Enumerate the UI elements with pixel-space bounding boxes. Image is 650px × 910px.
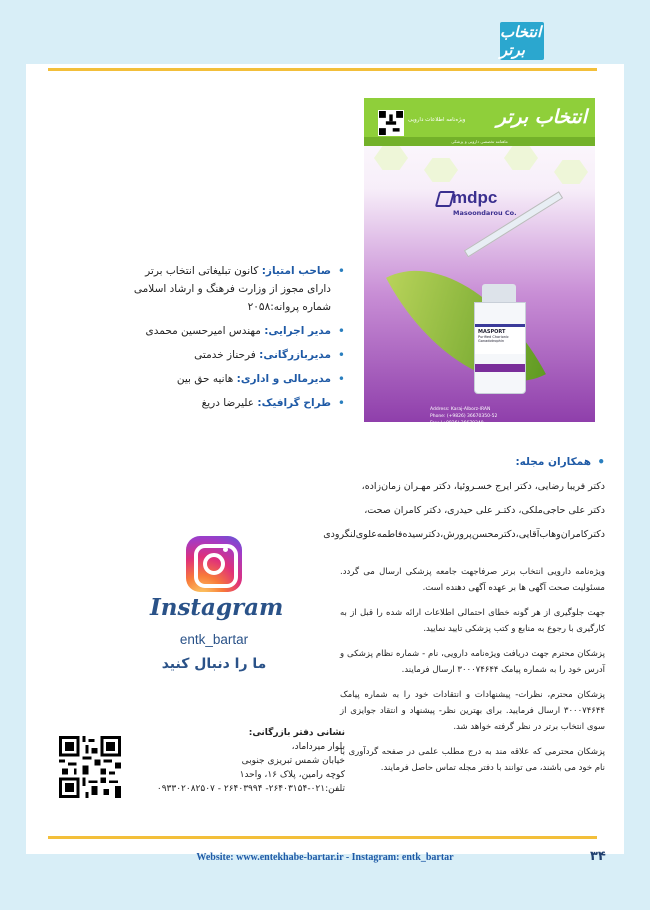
credit-value: مهندس امیرحسین محمدی [145, 325, 261, 337]
ad-brand: mdpc [452, 188, 498, 207]
credit-value: فرحناز خدمتی [194, 349, 256, 361]
follow-us-text: ما را دنبال کنید [161, 656, 267, 672]
ad-masthead [364, 98, 595, 146]
instagram-icon-dot [223, 547, 228, 552]
address-line: بلوار میرداماد، [291, 742, 345, 752]
instagram-wordmark: Instagram [150, 594, 284, 621]
collaborators-line: دکترکامران‌وهاب‌آقایی،دکترمحسن‌پرورش،دکترسیده‌فاطمه‌علوی‌لنگرودی [323, 529, 605, 540]
credit-item-owner [120, 262, 345, 316]
credit-label: طراح گرافیک: [257, 397, 331, 409]
vial-band [475, 364, 525, 372]
ad-hexagon-decoration [374, 146, 408, 170]
notes-section [340, 564, 605, 785]
address-phone: تلفن:۰۲۱-۲۶۴۰۳۱۵۴- ۲۶۴۰۳۹۹۴ - ۰۹۳۳۰۲۰۸۲۵۰۷ [156, 784, 345, 794]
credit-item-executive [120, 322, 345, 340]
collaborators-heading: • همکاران مجله: [330, 456, 605, 468]
qr-code-icon [59, 736, 121, 798]
ad-hexagon-decoration [554, 160, 588, 184]
ad-phone: Phone: (+9826) 36670350-52 [430, 414, 498, 419]
ad-masthead-title: انتخاب برتر [496, 106, 587, 128]
ad-brand-sub: Masoondarou Co. [453, 209, 517, 217]
collaborators-line: دکتر علی حاجی‌ملکی، دکتـر علی حیدری، دکتر کامران صحت، [364, 505, 605, 516]
footer-website[interactable]: Website: www.entekhabe-bartar.ir - Instagram: entk_bartar [196, 852, 454, 863]
ad-hexagon-decoration [504, 146, 538, 170]
collaborators-line: دکتر فریبا رضایی، دکتر ایرج خسـروئیا، دکتر مهـران زمان‌زاده، [361, 481, 605, 492]
vial-product-line: Purified Chorionic Gonadotrophin [478, 335, 509, 343]
instagram-icon[interactable] [186, 536, 242, 592]
credits-list [120, 262, 345, 418]
credit-value: هانیه حق بین [176, 373, 234, 385]
note-paragraph: جهت جلوگیری از هر گونه خطای احتمالی اطلاعات ارائه شده را قبل از به کارگیری با رجوع به منابع و کتب پزشکی تایید نمایید. [340, 608, 605, 634]
magazine-logo: انتخاب برتر [500, 22, 544, 60]
credit-item-finance [120, 370, 345, 388]
page-number: ۳۴ [590, 849, 606, 864]
ad-hexagon-decoration [424, 158, 458, 182]
instagram-icon-lens [203, 553, 225, 575]
credit-label: صاحب امتیاز: [261, 265, 331, 277]
office-address [150, 726, 345, 796]
note-paragraph: ویژه‌نامه دارویی انتخاب برتر صرفاجهت جامعه پزشکی ارسال می گردد. مسئولیت صحت آگهی ها بر عهده آگهی دهنده است. [340, 567, 605, 593]
note-paragraph: پزشکان محترمی که علاقه مند به درج مطلب علمی در صفحه گردآوری با نام خود می باشند، می توانند با دفتر مجله تماس حاصل فرمایند. [340, 747, 605, 773]
ad-masthead-strip: ماهنامه تخصصی دارویی و پزشکی [364, 137, 595, 146]
address-label: نشانی دفتر بازرگانی: [248, 728, 345, 738]
credit-label: مدیر اجرایی: [264, 325, 331, 337]
vial-product-name: MASPORT [478, 329, 506, 335]
credit-item-designer [120, 394, 345, 412]
credit-item-commercial [120, 346, 345, 364]
note-paragraph: پزشکان محترم، نظرات- پیشنهادات و انتقادات خود را به شماره پیامک ۳۰۰۰۷۴۶۴۴ ارسال فرمایید. برای بهترین نظر- پیشنهاد و انتقاد جوایزی از سوی انتخاب برتر در نظر گرفته خواهد شد. [340, 690, 605, 732]
credit-value: کانون تبلیغاتی انتخاب برتر دارای مجوز از وزارت فرهنگ و ارشاد اسلامی شماره پروانه:۲۰۵۸ [133, 265, 331, 313]
bottom-divider [48, 836, 597, 839]
top-divider [48, 68, 597, 71]
ad-masthead-subtitle: ویژه‌نامه اطلاعات دارویی [408, 117, 466, 123]
ad-qr-code-icon [378, 110, 404, 136]
credit-value: علیرضا دریغ [201, 397, 255, 409]
vial-cap [482, 284, 516, 302]
vial-label [475, 324, 525, 354]
credit-label: مدیرمالی و اداری: [236, 373, 331, 385]
ad-email: Email: info@masoondarou.com [430, 435, 501, 440]
instagram-handle[interactable]: entk_bartar [179, 632, 249, 647]
ad-contact-block [430, 406, 505, 441]
address-line: کوچه رامین، پلاک ۱۶، واحد۱ [239, 770, 345, 780]
credit-label: مدیربازرگانی: [259, 349, 331, 361]
ad-fax: Fax: (+9826) 36670349 [430, 421, 484, 426]
ad-address: Address: Karaj-Alborz-IRAN [430, 407, 491, 412]
address-line: خیابان شمس تبریزی جنوبی [241, 756, 345, 766]
collaborators-section [323, 456, 605, 550]
note-paragraph: پزشکان محترم جهت دریافت ویژه‌نامه دارویی، نام - شماره نظام پزشکی و آدرس خود را به شماره پیامک ۳۰۰۰۷۴۶۴۴ ارسال فرمایند. [340, 649, 605, 675]
ad-website: Website: www.masoondarou.com [430, 428, 505, 433]
advertisement [364, 98, 595, 440]
vial-illustration [470, 284, 528, 394]
